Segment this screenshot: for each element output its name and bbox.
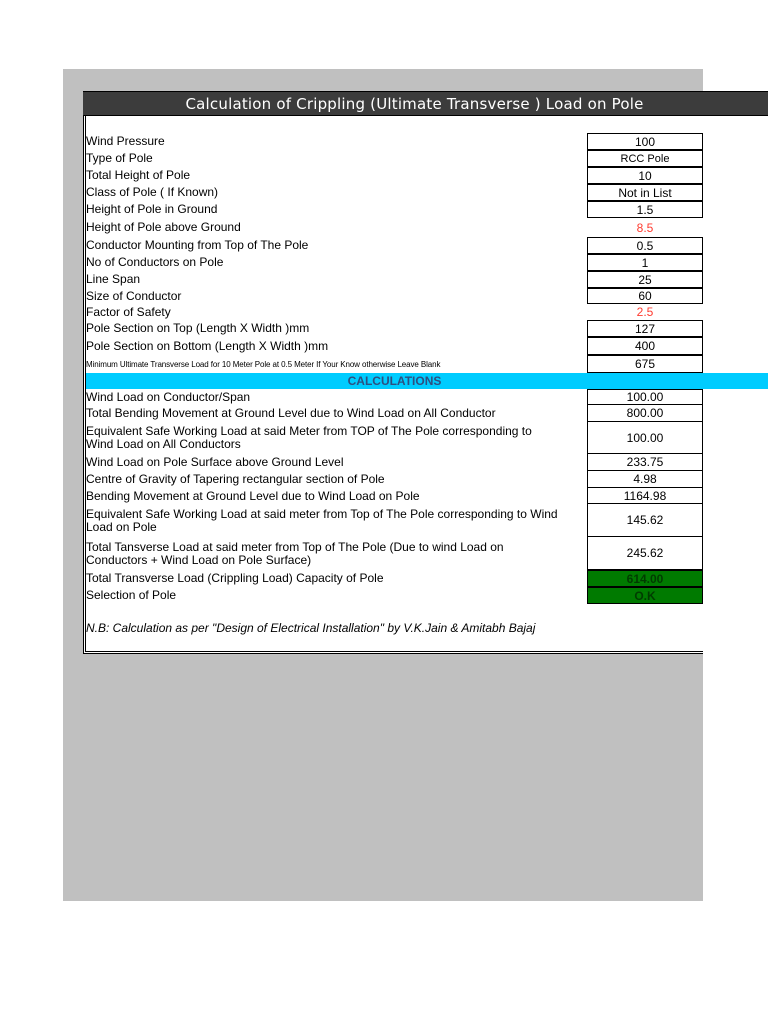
row-label: Wind Load on Conductor/Span: [86, 389, 251, 404]
height-in-ground-cell[interactable]: 1.5: [587, 201, 703, 218]
line-span-cell[interactable]: 25: [587, 271, 703, 288]
input-row-factor-of-safety: [86, 304, 703, 320]
row-label: No of Conductors on Pole: [86, 255, 224, 269]
row-label: Height of Pole in Ground: [86, 202, 218, 216]
row-label: Type of Pole: [86, 151, 153, 165]
sheet-title: Calculation of Crippling (Ultimate Transverse ) Load on Pole: [83, 91, 768, 116]
section-bottom-cell[interactable]: 400: [587, 337, 703, 355]
calc-row-wind-load-conductor: [86, 389, 703, 405]
min-ultimate-load-cell[interactable]: 675: [587, 355, 703, 373]
input-row-height-above-ground: [86, 218, 703, 237]
calc-row-selection: [86, 587, 703, 604]
row-label: Total Tansverse Load at said meter from Top of The Pole (Due to wind Load on Conductors + Wind Load on Pole Surface): [86, 539, 504, 567]
height-above-ground-value: 8.5: [636, 220, 654, 235]
bending-pole-value: 1164.98: [587, 488, 703, 504]
input-row-section-bottom: [86, 337, 703, 355]
row-label: Height of Pole above Ground: [86, 220, 241, 234]
wind-load-pole-value: 233.75: [587, 454, 703, 471]
input-row-wind-pressure: [86, 133, 703, 150]
row-label: Wind Pressure: [86, 134, 165, 148]
input-row-size-of-conductor: [86, 288, 703, 304]
calc-row-wind-load-pole: [86, 454, 703, 471]
class-of-pole-cell[interactable]: Not in List: [587, 184, 703, 201]
calculations-header: [86, 373, 768, 389]
input-row-total-height: [86, 167, 703, 184]
factor-of-safety-value: 2.5: [636, 305, 654, 319]
calc-row-centre-of-gravity: [86, 471, 703, 488]
input-row-height-in-ground: [86, 201, 703, 218]
wind-pressure-cell[interactable]: 100: [587, 133, 703, 150]
centre-of-gravity-value: 4.98: [587, 471, 703, 488]
row-label: Pole Section on Bottom (Length X Width )mm: [86, 338, 329, 353]
input-row-class-of-pole: [86, 184, 703, 201]
input-row-line-span: [86, 271, 703, 288]
calc-row-safe-load-pole: [86, 504, 703, 537]
row-label: Size of Conductor: [86, 288, 182, 303]
input-row-min-ultimate-load: [86, 355, 703, 373]
input-row-conductor-mounting: [86, 237, 703, 254]
no-of-conductors-cell[interactable]: 1: [587, 254, 703, 271]
row-label: Minimum Ultimate Transverse Load for 10 Meter Pole at 0.5 Meter If Your Know otherwise Leave Blank: [86, 359, 441, 369]
size-of-conductor-cell[interactable]: 60: [587, 288, 703, 304]
crippling-capacity-value: 614.00: [587, 570, 703, 587]
row-label: Total Height of Pole: [86, 168, 191, 182]
safe-load-pole-value: 145.62: [587, 504, 703, 537]
input-row-type-of-pole: [86, 150, 703, 167]
calc-row-crippling-capacity: [86, 570, 703, 587]
row-label: Equivalent Safe Working Load at said meter from Top of The Pole corresponding to Wind Load on Pole: [86, 506, 558, 534]
input-row-no-of-conductors: [86, 254, 703, 271]
calculations-header-label: CALCULATIONS: [347, 374, 442, 388]
calc-row-bending-pole: [86, 488, 703, 504]
input-row-section-top: [86, 320, 703, 337]
total-bending-value: 800.00: [587, 405, 703, 422]
total-transverse-value: 245.62: [587, 537, 703, 570]
type-of-pole-cell[interactable]: RCC Pole: [587, 150, 703, 167]
row-label: Conductor Mounting from Top of The Pole: [86, 238, 309, 252]
row-label: Total Bending Movement at Ground Level due to Wind Load on All Conductor: [86, 406, 496, 420]
row-label: Line Span: [86, 272, 141, 286]
row-label: Bending Movement at Ground Level due to Wind Load on Pole: [86, 488, 420, 503]
selection-status-badge: O.K: [587, 587, 703, 604]
safe-load-conductors-value: 100.00: [587, 422, 703, 454]
row-label: Selection of Pole: [86, 588, 177, 602]
calc-row-total-transverse: [86, 537, 703, 570]
row-label: Total Transverse Load (Crippling Load) Capacity of Pole: [86, 571, 384, 585]
reference-note: N.B: Calculation as per "Design of Electrical Installation" by V.K.Jain & Amitabh Bajaj: [86, 621, 536, 635]
row-label: Factor of Safety: [86, 304, 171, 319]
calc-row-total-bending: [86, 405, 703, 422]
calc-row-safe-load-conductors: [86, 422, 703, 454]
total-height-cell[interactable]: 10: [587, 167, 703, 184]
row-label: Wind Load on Pole Surface above Ground Level: [86, 455, 344, 469]
row-label: Pole Section on Top (Length X Width )mm: [86, 321, 310, 335]
row-label: Equivalent Safe Working Load at said Meter from TOP of The Pole corresponding to Wind Load on All Conductors: [86, 424, 532, 451]
row-label: Class of Pole ( If Known): [86, 185, 219, 199]
conductor-mounting-cell[interactable]: 0.5: [587, 237, 703, 254]
row-label: Centre of Gravity of Tapering rectangular section of Pole: [86, 472, 385, 486]
wind-load-conductor-value: 100.00: [587, 389, 703, 405]
section-top-cell[interactable]: 127: [587, 320, 703, 337]
